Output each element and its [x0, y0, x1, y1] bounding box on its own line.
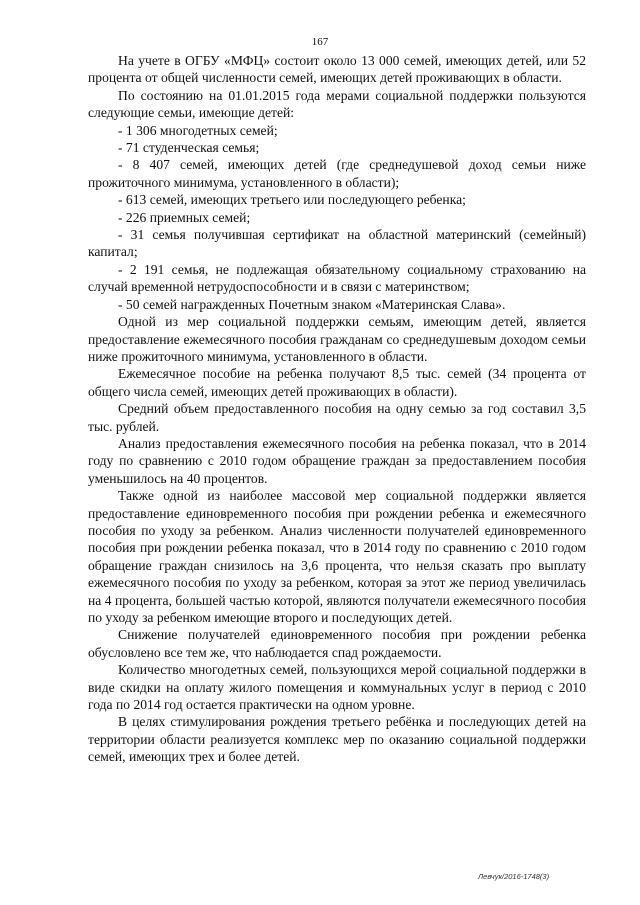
list-item: - 8 407 семей, имеющих детей (где среднедушевой доход семьи ниже прожиточного минимума, установленного в области);	[88, 157, 586, 190]
list-item: - 31 семья получившая сертификат на областной материнский (семейный) капитал;	[88, 227, 586, 260]
paragraph: По состоянию на 01.01.2015 года мерами социальной поддержки пользуются следующие семьи, имеющие детей:	[88, 87, 586, 121]
paragraph: Ежемесячное пособие на ребенка получают 8,5 тыс. семей (34 процента от общего числа семей, имеющих детей проживающих в области).	[88, 366, 586, 399]
list-item: - 2 191 семья, не подлежащая обязательному социальному страхованию на случай временной нетрудоспособности и в связи с материнством;	[88, 261, 586, 295]
document-body	[88, 52, 586, 766]
paragraph: Количество многодетных семей, пользующихся мерой социальной поддержки в виде скидки на оплату жилого помещения и коммунальных услуг в период с 2010 года по 2014 год остается практически на одном уровне.	[88, 662, 586, 713]
list-item: - 71 студенческая семья;	[118, 140, 260, 156]
paragraph: Средний объем предоставленного пособия на одну семью за год составил 3,5 тыс. рублей.	[88, 401, 586, 434]
page-number: 167	[311, 36, 329, 48]
paragraph: На учете в ОГБУ «МФЦ» состоит около 13 000 семей, имеющих детей, или 52 процента от общей численности семей, имеющих детей проживающих в области.	[88, 53, 586, 86]
document-footer-code: Левчук/2016-1748(3)	[478, 872, 550, 881]
paragraph: Также одной из наиболее массовой мер социальной поддержки является предоставление единовременного пособия при рождении ребенка и ежемесячного пособия по уходу за ребенком. Анализ численности получателей единовременного пособия при рождении ребенка показал, что в 2014 году по сравнению с 2010 годом обращение граждан снизилось на 3,6 процента, что нельзя сказать про выплату ежемесячного пособия по уходу за ребенком, которая за этот же период увеличилась на 4 процента, большей частью которой, являются получатели ежемесячного пособия по уходу за ребенком имеющие второго и последующих детей.	[88, 488, 586, 625]
list-item: - 50 семей награжденных Почетным знаком «Материнская Слава».	[118, 296, 506, 312]
list-item: - 613 семей, имеющих третьего или последующего ребенка;	[118, 192, 466, 208]
paragraph: Одной из мер социальной поддержки семьям, имеющим детей, является предоставление ежемесячного пособия гражданам со среднедушевым доходом семьи ниже прожиточного минимума, установленного в области.	[88, 314, 586, 364]
paragraph: Анализ предоставления ежемесячного пособия на ребенка показал, что в 2014 году по сравнению с 2010 годом обращение граждан за предоставлением пособия уменьшилось на 40 процентов.	[88, 435, 586, 486]
paragraph: Снижение получателей единовременного пособия при рождении ребенка обусловлено все тем же, что наблюдается спад рождаемости.	[88, 627, 586, 660]
list-item: - 1 306 многодетных семей;	[118, 122, 278, 138]
paragraph: В целях стимулирования рождения третьего ребёнка и последующих детей на территории области реализуется комплекс мер по оказанию социальной поддержки семей, имеющих трех и более детей.	[88, 714, 586, 765]
list-item: - 226 приемных семей;	[118, 209, 251, 225]
